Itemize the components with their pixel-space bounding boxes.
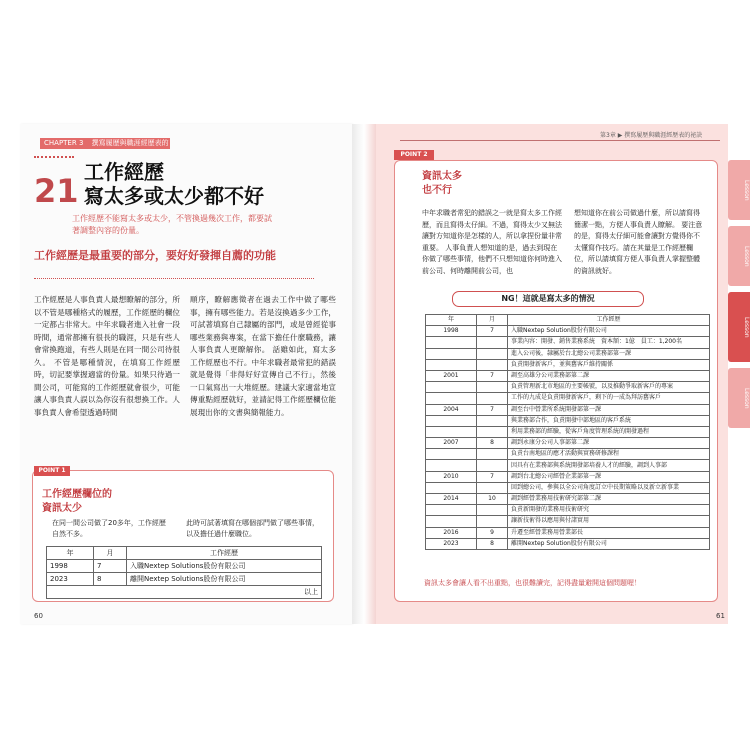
point-1-tag: POINT 1 bbox=[34, 466, 70, 476]
header-month: 月 bbox=[94, 547, 127, 560]
cell-month: 7 bbox=[477, 471, 508, 482]
table-row bbox=[426, 370, 710, 381]
table-row bbox=[426, 516, 710, 527]
cell-month bbox=[477, 359, 508, 370]
cell-month: 7 bbox=[94, 560, 127, 573]
cell-history: 負責台南地區的應才活動與實務研修課程 bbox=[508, 449, 710, 460]
header-history: 工作經歷 bbox=[508, 315, 710, 326]
edge-tab-4[interactable]: Lesson bbox=[728, 368, 750, 428]
cell-history: 入職Nextep Solutions股份有限公司 bbox=[127, 560, 322, 573]
cell-month bbox=[477, 337, 508, 348]
cell-history: 負責管理新北市地區的主要帳號，以及推動爭取新客戶的專案 bbox=[508, 382, 710, 393]
cell-history: 調到永康分公司人事部第二課 bbox=[508, 438, 710, 449]
cell-year bbox=[426, 382, 477, 393]
point-1-title bbox=[42, 488, 112, 516]
table-row bbox=[426, 438, 710, 449]
cell-history: 離開Nextep Solution股份有限公司 bbox=[508, 538, 710, 549]
chapter-label: CHAPTER 3 bbox=[44, 139, 84, 147]
cell-year bbox=[426, 516, 477, 527]
cell-history: 升遷至經營業務用營業部長 bbox=[508, 527, 710, 538]
running-head-rule bbox=[400, 140, 720, 141]
section-title-line1: 工作經歷 bbox=[84, 160, 164, 184]
point-1-title-line1: 工作經歷欄位的 bbox=[42, 489, 112, 500]
cell-month: 7 bbox=[477, 404, 508, 415]
point-1-title-line2: 資訊太少 bbox=[42, 503, 82, 514]
table-row bbox=[426, 505, 710, 516]
chapter-bar bbox=[40, 138, 170, 158]
cell-year bbox=[426, 482, 477, 493]
table-row bbox=[426, 326, 710, 337]
table-row bbox=[47, 573, 322, 586]
table-header-row bbox=[426, 315, 710, 326]
work-history-table-long bbox=[425, 314, 710, 550]
cell-year bbox=[426, 415, 477, 426]
cell-history: 離開Nextep Solutions股份有限公司 bbox=[127, 573, 322, 586]
cell-month: 7 bbox=[477, 326, 508, 337]
table-row bbox=[426, 482, 710, 493]
section-number: 21 bbox=[34, 172, 79, 210]
cell-year: 2016 bbox=[426, 527, 477, 538]
cell-history: 調至台中營業所系統開發部第一課 bbox=[508, 404, 710, 415]
body-column-1: 工作經歷是人事負責人最想瞭解的部分，所以不管是哪種格式的履歷，工作經歷的欄位一定都占非常大。中年求職者進入社會一段時間，通常都擁有很長的職涯，只是有些人會常換跑道，有些人則是在同一間公司待很久。 不管是哪種情況，在填寫工作經歷時，切記要掌握適當的份量。如果只待過一間公司，可能寫的工作經歷就會很少，可能讓人事負責人誤以為你沒有很想換工作。人事負責人會希望透過時間 bbox=[34, 295, 180, 417]
cell-history: 事業內容：開發、銷售業務系統 資本額：1億 員工：1,200名 bbox=[508, 337, 710, 348]
table-row bbox=[426, 415, 710, 426]
table-row bbox=[426, 393, 710, 404]
cell-month bbox=[477, 460, 508, 471]
heading-divider bbox=[34, 278, 314, 279]
header-year: 年 bbox=[47, 547, 94, 560]
table-row bbox=[426, 382, 710, 393]
header-year: 年 bbox=[426, 315, 477, 326]
table-row bbox=[426, 460, 710, 471]
cell-year bbox=[426, 460, 477, 471]
cell-month bbox=[477, 393, 508, 404]
table-row bbox=[47, 586, 322, 599]
cell-history: 調到經營業務用技術研究部第二課 bbox=[508, 494, 710, 505]
header-history: 工作經歷 bbox=[127, 547, 322, 560]
cell-history: 讓新技術得以應用與付諸實用 bbox=[508, 516, 710, 527]
cell-history: 入職Nextep Solution股份有限公司 bbox=[508, 326, 710, 337]
cell-month: 10 bbox=[477, 494, 508, 505]
cell-year: 2023 bbox=[426, 538, 477, 549]
cell-year bbox=[426, 337, 477, 348]
cell-history: 利用業務部的經驗，從客戶角度管理系統的開發過程 bbox=[508, 426, 710, 437]
section-intro: 工作經歷不能寫太多或太少，不管換過幾次工作，都要試著調整內容的份量。 bbox=[72, 214, 272, 235]
page-number-left: 60 bbox=[34, 612, 43, 620]
table-row bbox=[426, 538, 710, 549]
cell-year: 2007 bbox=[426, 438, 477, 449]
edge-tab-1[interactable]: Lesson bbox=[728, 160, 750, 220]
cell-month: 8 bbox=[94, 573, 127, 586]
cell-year bbox=[426, 505, 477, 516]
body-column-2: 順序，瞭解應徵者在過去工作中做了哪些事，擁有哪些能力。若是沒換過多少工作，可試著填寫自己隸屬的部門，或是曾經從事哪些業務與專案，在當下擔任什麼職務，讓人事負責人更瞭解你。 話雖如此，寫太多工作經歷也不行。中年求職者最常犯的錯誤就是覺得「非得好好宣傳自己不行」，然後一口氣寫出一大堆經歷。建議大家適當地宣傳重點經歷就好，並請記得工作經歷欄位能展現出你的文書與簡報能力。 bbox=[190, 295, 336, 417]
cell-month: 9 bbox=[477, 527, 508, 538]
cell-year bbox=[426, 426, 477, 437]
cell-history: 調到台北總公司經營企業部第一課 bbox=[508, 471, 710, 482]
table-footer: 以上 bbox=[47, 586, 322, 599]
cell-year: 1998 bbox=[426, 326, 477, 337]
point-2-note: 資訊太多會讓人看不出重點，也很難讀完，記得盡量避開這個問題喔！ bbox=[424, 579, 641, 587]
cell-year: 2010 bbox=[426, 471, 477, 482]
cell-month bbox=[477, 482, 508, 493]
table-header-row bbox=[47, 547, 322, 560]
cell-history: 因具有在業務部與系統開發部培養人才的經驗，調到人事部 bbox=[508, 460, 710, 471]
point-2-text-2: 想知道你在前公司做過什麼，所以請寫得簡潔一點，方便人事負責人瞭解。 要注意的是，寫得太仔細可能會讓對方覺得你不太懂寫作技巧。請在其量是工作經歷欄位，所以請填寫方便人事負責人掌握整體的資訊就好。 bbox=[574, 209, 703, 275]
chapter-title: 撰寫履歷與職涯經歷表的祕訣 bbox=[44, 139, 169, 158]
cell-month bbox=[477, 426, 508, 437]
table-row bbox=[426, 348, 710, 359]
cell-month: 8 bbox=[477, 438, 508, 449]
page-number-right: 61 bbox=[716, 612, 725, 620]
book-gutter bbox=[352, 124, 376, 624]
subheading: 工作經歷是最重要的部分，要好好發揮自薦的功能 bbox=[34, 249, 276, 262]
cell-month bbox=[477, 382, 508, 393]
running-head: 第3章 ▶ 撰寫履歷與職涯經歷表的祕訣 bbox=[600, 132, 703, 139]
cell-year bbox=[426, 393, 477, 404]
point-2-title-line2: 也不行 bbox=[422, 185, 452, 196]
table-row bbox=[426, 404, 710, 415]
cell-month bbox=[477, 505, 508, 516]
cell-year: 2004 bbox=[426, 404, 477, 415]
cell-history: 回到總公司，參與以全公司角度訂立中長期策略以及新立新事業 bbox=[508, 482, 710, 493]
table-row bbox=[426, 471, 710, 482]
cell-month: 7 bbox=[477, 370, 508, 381]
edge-tab-3-active[interactable]: Lesson bbox=[728, 292, 750, 362]
cell-year bbox=[426, 348, 477, 359]
point-2-title-line1: 資訊太多 bbox=[422, 171, 462, 182]
section-title-line2: 寫太多或太少都不好 bbox=[84, 184, 264, 208]
work-history-table-short bbox=[46, 546, 322, 599]
table-row bbox=[426, 359, 710, 370]
cell-year: 1998 bbox=[47, 560, 94, 573]
point-1-text-1: 在同一間公司做了20多年，工作經歷自然不多。 bbox=[52, 519, 166, 538]
cell-history: 調至高雄分公司業務部第二課 bbox=[508, 370, 710, 381]
cell-year bbox=[426, 359, 477, 370]
cell-month bbox=[477, 516, 508, 527]
cell-year: 2023 bbox=[47, 573, 94, 586]
cell-history: 與業務部合作，負責開發中部地區的客戶系統 bbox=[508, 415, 710, 426]
point-2-tag: POINT 2 bbox=[394, 150, 434, 160]
ng-label: NG！這就是寫太多的情況 bbox=[452, 291, 644, 307]
header-month: 月 bbox=[477, 315, 508, 326]
decorative-dash bbox=[34, 156, 74, 158]
cell-history: 負責開發新客戶，並與舊客戶維持關係 bbox=[508, 359, 710, 370]
point-2-text-1: 中年求職者常犯的錯誤之一就是寫太多工作經歷，而且寫得太仔細。不過，寫得太少又無法讓對方知道你是怎樣的人，所以拿捏份量非常重要。 人事負責人想知道的是，過去到現在你做了哪些事情，他們不只想知道你何時進入前公司、何時離開前公司，也 bbox=[422, 209, 562, 275]
edge-tab-2[interactable]: Lesson bbox=[728, 226, 750, 286]
cell-year: 2001 bbox=[426, 370, 477, 381]
table-row bbox=[47, 560, 322, 573]
cell-month bbox=[477, 348, 508, 359]
cell-month: 8 bbox=[477, 538, 508, 549]
table-row bbox=[426, 337, 710, 348]
cell-year: 2014 bbox=[426, 494, 477, 505]
cell-month bbox=[477, 415, 508, 426]
cell-history: 負責新開發的業務用技術研究 bbox=[508, 505, 710, 516]
cell-month bbox=[477, 449, 508, 460]
table-row bbox=[426, 527, 710, 538]
point-2-title bbox=[422, 170, 462, 198]
table-row bbox=[426, 449, 710, 460]
cell-year bbox=[426, 449, 477, 460]
table-row bbox=[426, 426, 710, 437]
cell-history: 工作的九成是負責開發新客戶，剩下的一成為拜訪舊客戶 bbox=[508, 393, 710, 404]
cell-history: 進入公司後，隸屬於台北總公司業務部第一課 bbox=[508, 348, 710, 359]
table-row bbox=[426, 494, 710, 505]
point-1-text-2: 此時可試著填寫在哪個部門做了哪些事情，以及擔任過什麼職位。 bbox=[186, 519, 319, 538]
